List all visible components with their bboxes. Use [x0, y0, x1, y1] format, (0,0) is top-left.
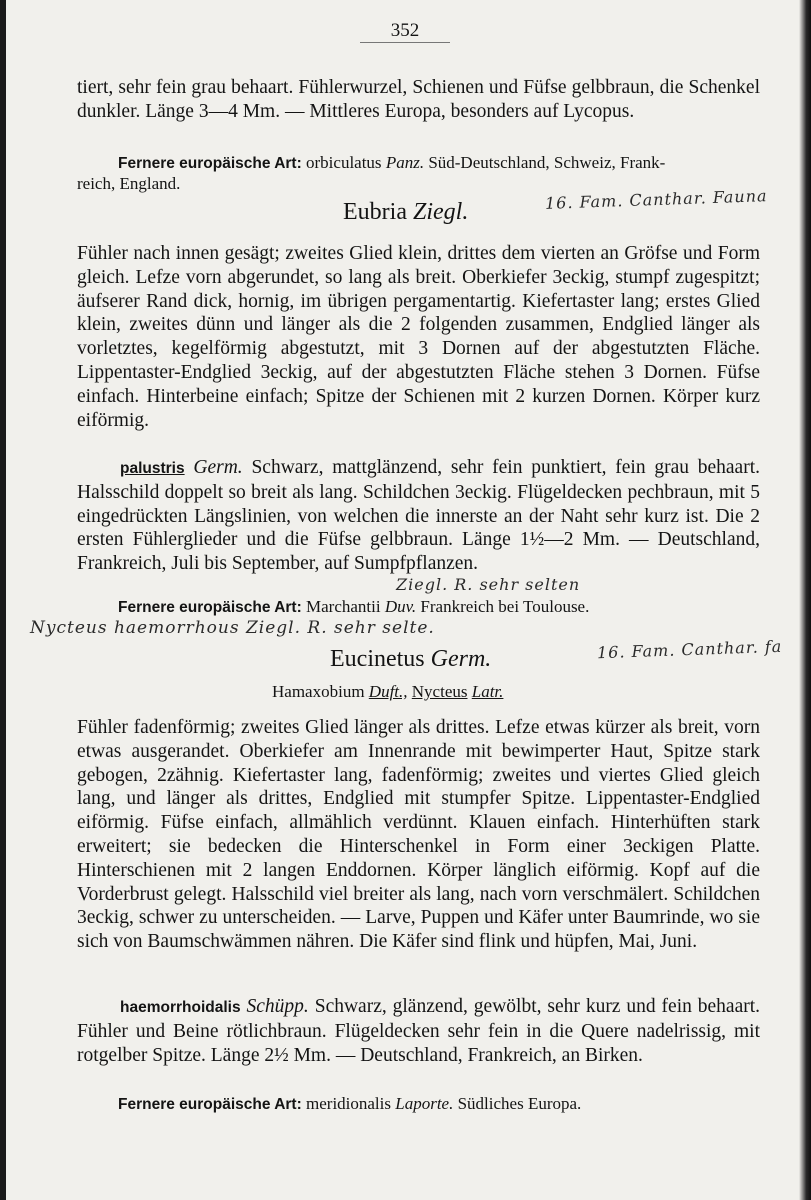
further-species-1 [118, 152, 768, 174]
further-species-3 [118, 1093, 581, 1115]
genus-name: Eubria [343, 199, 407, 225]
further-species-label: Fernere europäische Art: [118, 599, 302, 616]
species-locality: Südliches Europa. [457, 1094, 582, 1113]
further-species-label: Fernere europäische Art: [118, 155, 302, 172]
page-edge-right [799, 0, 811, 1200]
page-edge-left [0, 0, 6, 1200]
synonym-name: Nycteus [411, 682, 468, 701]
species-name: Marchantii [306, 597, 381, 616]
genus-heading-eubria [343, 199, 468, 226]
eubria-description: Fühler nach innen gesägt; zweites Glied klein, drittes dem vierten an Gröfse und Form gleich. Lefze vorn abgerundet, so lang als breit. Oberkiefer 3eckig, stumpf zugespitzt; äufserer Rand dick, hornig, im übrigen pergamentartig. Kiefertaster lang; erstes Glied klein, zweites dünn und länger als die 2 folgenden zusammen, Endglied länger als vorletztes, kegelförmig abgestutzt, mit 3 Dornen auf der abgestutzten Fläche. Lippentaster-Endglied 3eckig, auf der abgestutzten Fläche stehen 3 Dornen. Füfse einfach. Hinterbeine einfach; Spitze der Schienen mit 2 kurzen Dornen. Körper kurz eiförmig. [77, 243, 760, 431]
handwritten-note-nycteus: Nycteus haemorrhous Ziegl. R. sehr selte. [30, 618, 435, 638]
further-species-label: Fernere europäische Art: [118, 1096, 302, 1113]
intro-paragraph: tiert, sehr fein grau behaart. Fühlerwurzel, Schienen und Füfse gelbbraun, die Schenkel dunkler. Länge 3—4 Mm. — Mittleres Europa, besonders auf Lycopus. [77, 77, 760, 122]
species-name: haemorrhoidalis [120, 999, 241, 1016]
genus-name: Eucinetus [330, 646, 425, 672]
synonym-author: Duft., [368, 682, 408, 701]
species-name: orbiculatus [306, 153, 382, 172]
genus-heading-eucinetus [330, 646, 491, 673]
genus-author: Germ. [430, 646, 492, 672]
species-name: palustris [120, 460, 185, 477]
further-species-2 [118, 596, 589, 618]
handwritten-note-palustris: Ziegl. R. sehr selten [396, 575, 581, 594]
further-species-1-continued: reich, England. [77, 174, 181, 193]
eucinetus-description: Fühler fadenförmig; zweites Glied länger als drittes. Lefze etwas kürzer als breit, vorn etwas ausgerandet. Oberkiefer am Innenrande mit bewimperter Haut, Spitze stark gebogen, 2zähnig. Kiefertaster lang, fadenförmig; zweites und viertes Glied gleich lang, und länger als drittes, Endglied mit stumpfer Spitze. Lippentaster-Endglied eiförmig. Füfse einfach, allmählich verdünnt. Klauen einfach. Hinterhüften stark erweitert; sie bedecken die Hinterschenkel in Form einer 3eckigen Platte. Hinterschienen mit 2 langen Enddornen. Körper länglich eiförmig. Kopf auf die Vorderbrust gelegt. Halsschild viel breiter als lang, nach vorn verschmälert. Schildchen 3eckig, schwer zu unterscheiden. — Larve, Puppen und Käfer unter Baumrinde, wo sie sich von Baumschwämmen nähren. Die Käfer sind flink und hüpfen, Mai, Juni. [77, 717, 760, 953]
species-palustris [77, 456, 760, 576]
species-locality: Süd-Deutschland, Schweiz, Frank- [428, 153, 666, 172]
species-haemorrhoidalis [77, 995, 760, 1067]
species-name: meridionalis [306, 1094, 391, 1113]
species-locality: Frankreich bei Toulouse. [420, 597, 590, 616]
species-description: Schwarz, mattglänzend, sehr fein punktiert, fein grau behaart. Halsschild doppelt so breit als lang. Schildchen 3eckig. Flügeldecken pechbraun, mit 5 eingedrückten Längslinien, von welchen die innerste an der Naht sehr kurz ist. Die 2 ersten Fühlerglieder und die Füfse gelbbraun. Länge 1½—2 Mm. — Deutschland, Frankreich, Juli bis September, auf Sumpfpflanzen. [77, 457, 760, 575]
eucinetus-synonyms [272, 681, 503, 702]
synonym-author: Latr. [471, 682, 504, 701]
page-number: 352 [360, 20, 450, 43]
species-author: Laporte. [395, 1094, 454, 1113]
synonym-name: Hamaxobium [272, 682, 365, 701]
species-author: Duv. [384, 597, 417, 616]
handwritten-note-eubria: 16. Fam. Canthar. Fauna [544, 186, 768, 213]
species-author: Panz. [385, 153, 425, 172]
genus-author: Ziegl. [412, 199, 469, 225]
species-author: Germ. [193, 457, 243, 478]
species-description: Schwarz, glänzend, gewölbt, sehr kurz und fein behaart. Fühler und Beine rötlichbraun. Flügeldecken sehr fein in die Quere nadelrissig, mit rotgelber Spitze. Länge 2½ Mm. — Deutschland, Frankreich, an Birken. [77, 996, 761, 1066]
species-author: Schüpp. [246, 996, 309, 1017]
handwritten-note-eucinetus: 16. Fam. Canthar. fa [596, 636, 783, 663]
